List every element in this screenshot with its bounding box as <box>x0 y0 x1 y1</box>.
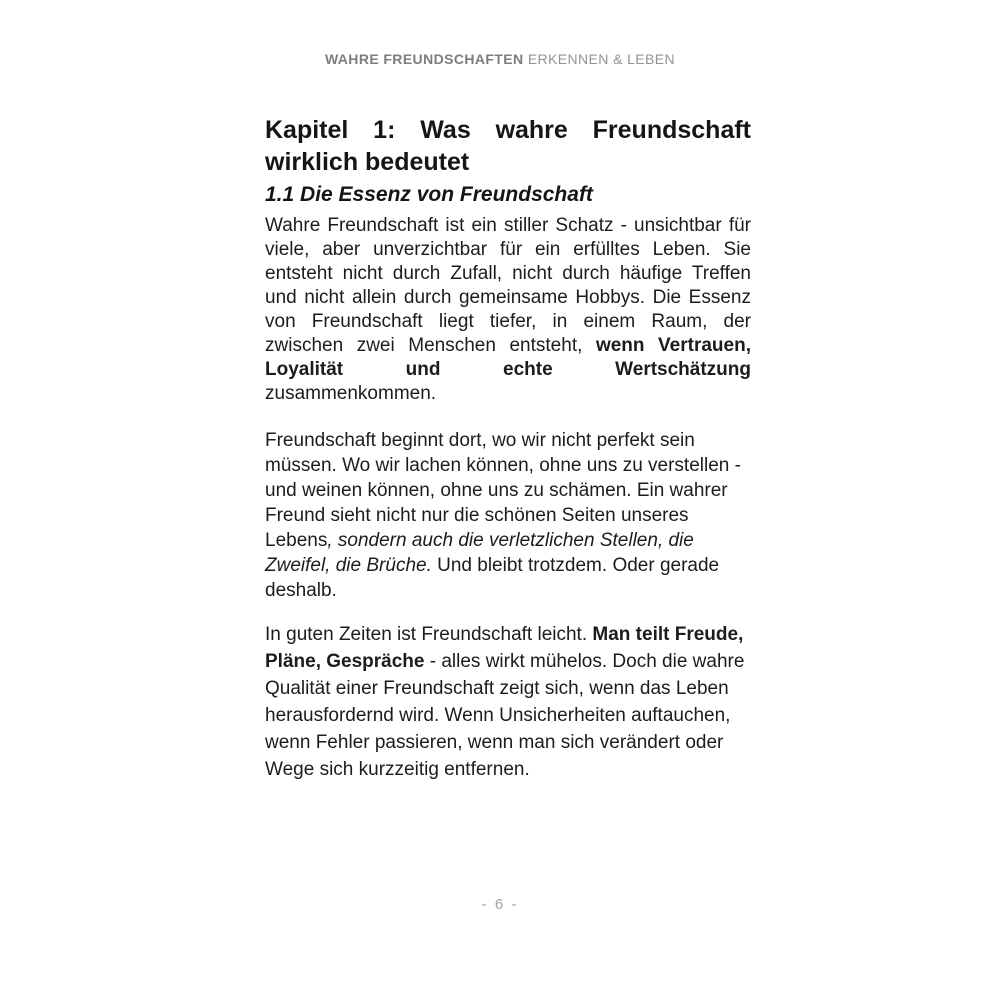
text-segment-bold: Man teilt Freude, Pläne, Gespräche <box>265 624 744 672</box>
page-body <box>265 0 751 783</box>
text-segment-regular: Und bleibt trotzdem. Oder gerade deshalb. <box>265 555 720 601</box>
paragraph-good-times <box>265 621 751 783</box>
text-segment-bold: wenn Vertrauen, Loyalität und echte Wertschätzung <box>265 335 751 380</box>
text-segment-regular: Wahre Freundschaft ist ein stiller Schatz - unsichtbar für viele, aber unverzichtbar für ein erfülltes Leben. Sie entsteht nicht durch Zufall, nicht durch häufige Treffen und nicht allein durch gemeinsame Hobbys. Die Essenz von Freundschaft liegt tiefer, in einem Raum, der zwischen zwei Menschen entsteht, <box>265 215 751 356</box>
body-paragraphs <box>265 214 751 783</box>
chapter-title <box>265 114 751 178</box>
text-segment-regular: Freundschaft beginnt dort, wo wir nicht perfekt sein müssen. Wo wir lachen können, ohne uns zu verstellen - und weinen können, ohne uns zu schämen. Ein wahrer Freund sieht nicht nur die schönen Seiten unseres Lebens <box>265 430 741 551</box>
page-number: - 6 - <box>481 896 519 913</box>
section-heading: 1.1 Die Essenz von Freundschaft <box>265 183 593 206</box>
running-header-subtitle-text: ERKENNEN & LEBEN <box>527 51 676 67</box>
chapter-number: Kapitel 1: <box>265 116 396 144</box>
paragraph-essence <box>265 214 751 406</box>
chapter-title-text: Was wahre Freundschaft wirklich bedeutet <box>265 116 751 176</box>
text-segment-regular: zusammenkommen. <box>265 383 437 404</box>
running-header-series-title: WAHRE FREUNDSCHAFTEN <box>324 51 524 67</box>
paragraph-beginnings <box>265 428 751 603</box>
text-segment-regular: - alles wirkt mühelos. Doch die wahre Qualität einer Freundschaft zeigt sich, wenn das Leben herausfordernd wird. Wenn Unsicherheiten auftauchen, wenn Fehler passieren, wenn man sich verändert oder Wege sich kurzzeitig entfernen. <box>265 651 745 780</box>
text-segment-regular: In guten Zeiten ist Freundschaft leicht. <box>265 624 593 645</box>
text-segment-italic: , sondern auch die verletzlichen Stellen, die Zweifel, die Brüche. <box>265 530 694 576</box>
